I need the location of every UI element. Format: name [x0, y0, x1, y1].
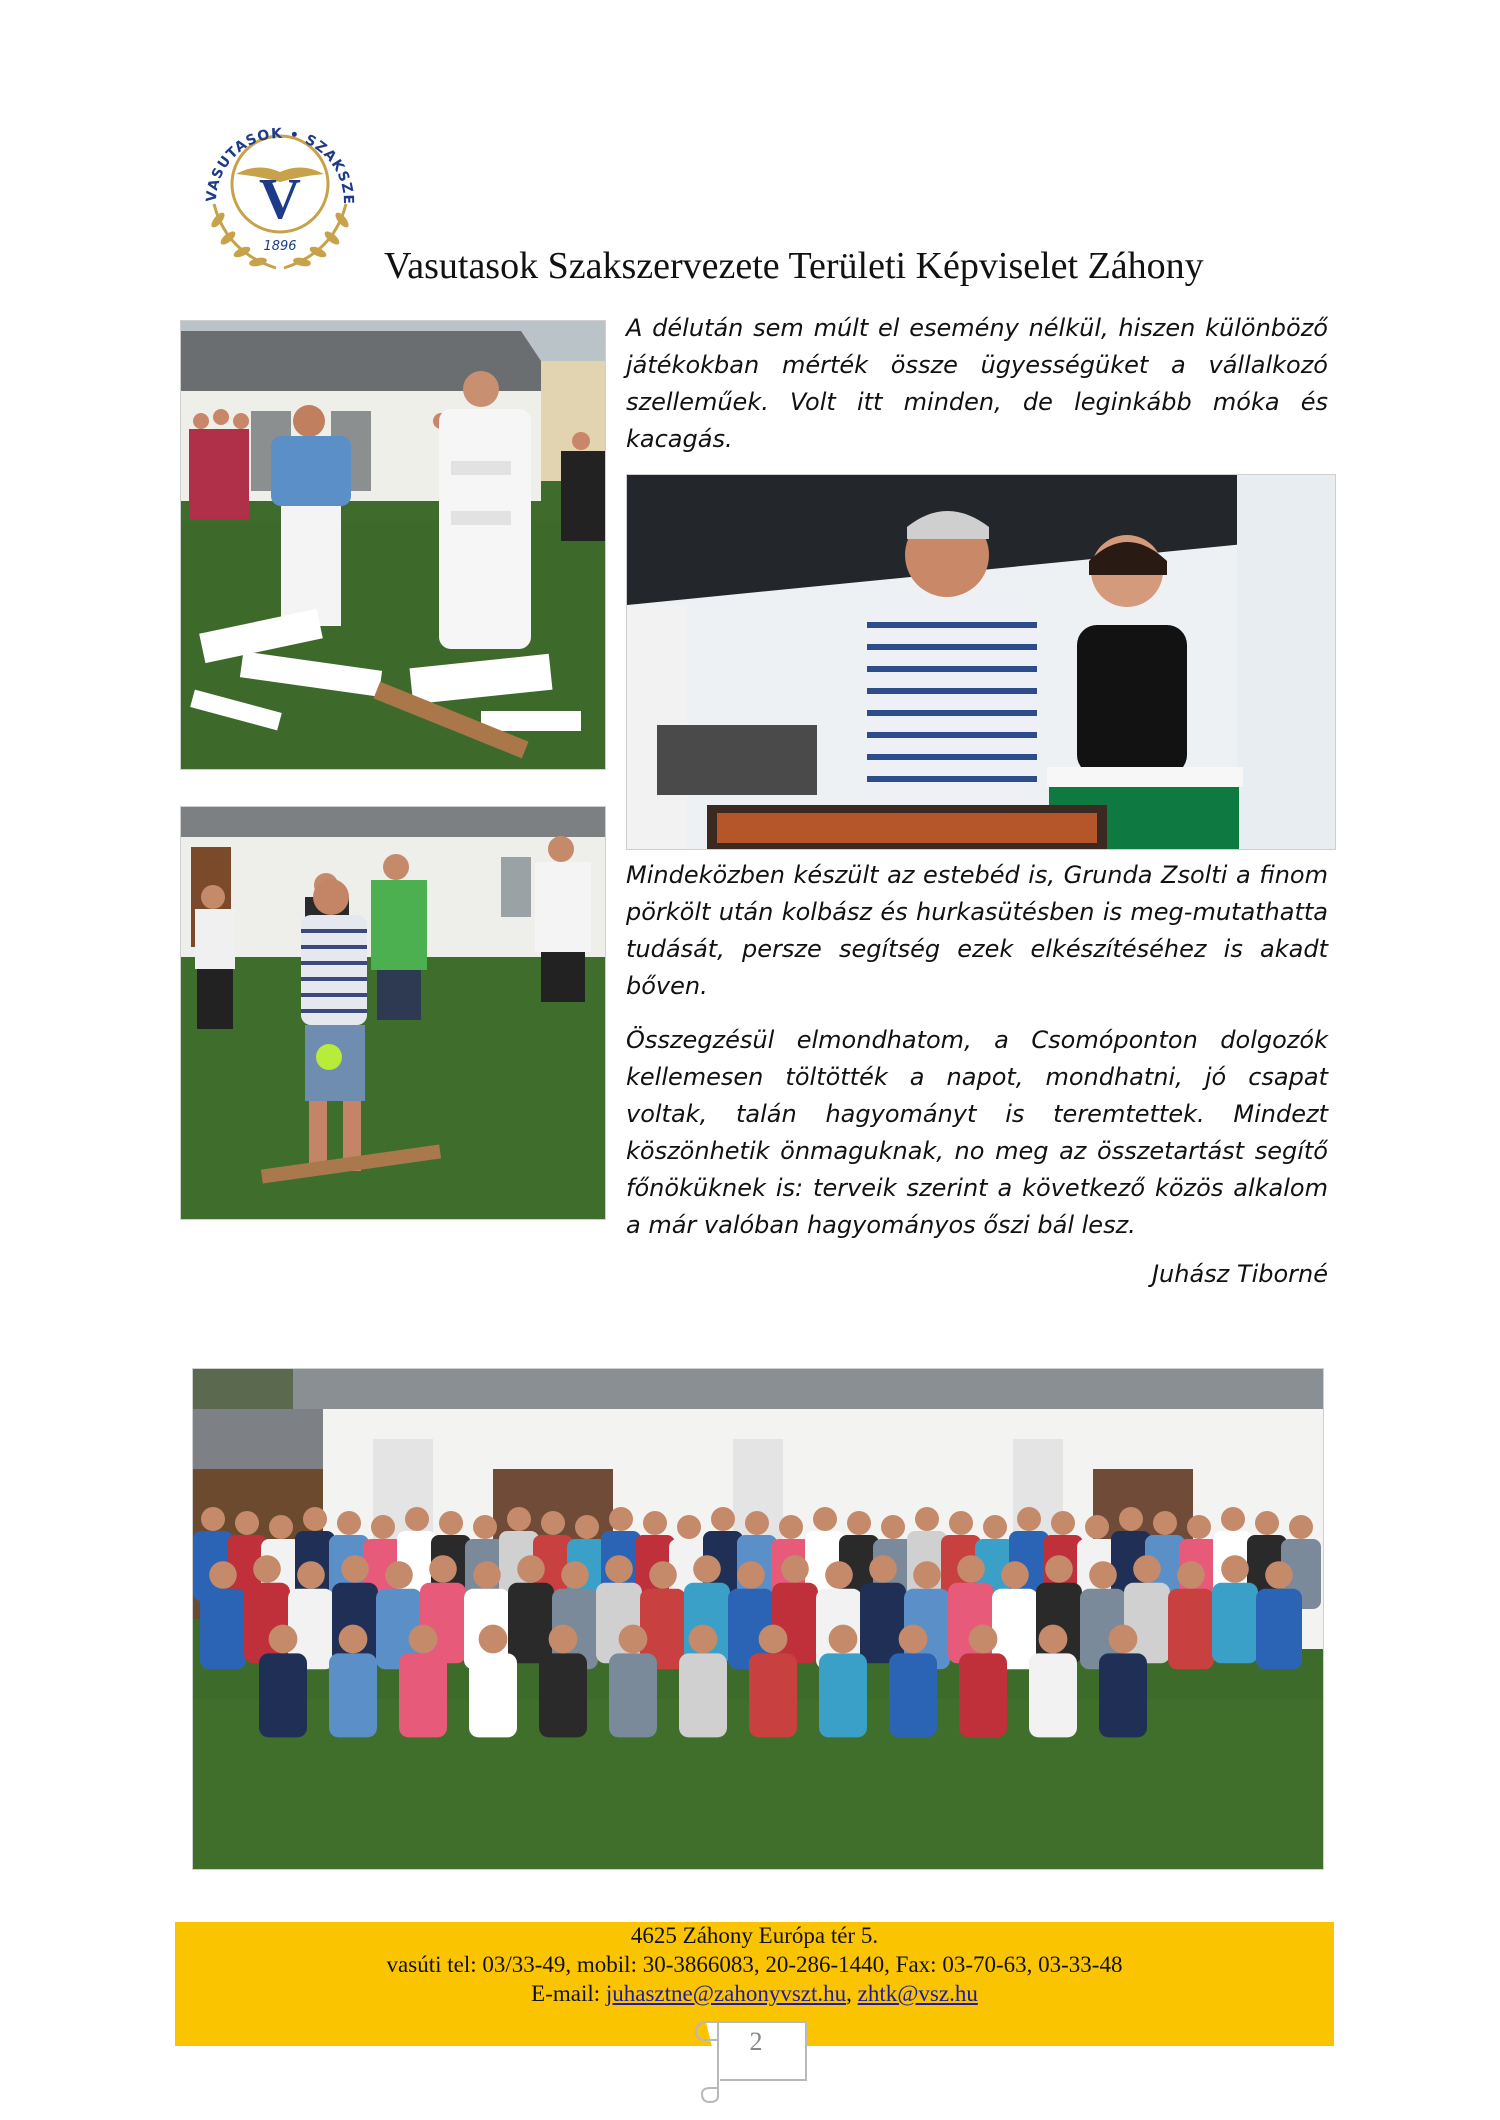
footer-email-separator: , [846, 1981, 858, 2006]
footer-email-label: E-mail: [531, 1981, 606, 2006]
photo-cooking-pair [626, 474, 1336, 850]
footer-phones: vasúti tel: 03/33-49, mobil: 30-3866083, 20-286-1440, Fax: 03-70-63, 03-33-48 [386, 1952, 1123, 1977]
page-heading: Vasutasok Szakszervezete Területi Képviselet Záhony [384, 245, 1204, 287]
article-paragraph-3: Összegzésül elmondhatom, a Csomóponton dolgozók kellemesen töltötték a napot, mondhatni, jó csapat voltak, talán hagyományt is teremtettek. Mindezt köszönhetik önmaguknak, no meg az összetartást segítő főnöküknek is: terveik szerint a következő közös alkalom a már valóban hagyományos őszi bál lesz. [626, 1026, 1328, 1239]
photo-toilet-paper-game [180, 320, 606, 770]
photo-ball-throwing-game [180, 806, 606, 1220]
logo-letter: V [259, 166, 301, 231]
footer-address: 4625 Záhony Európa tér 5. [630, 1923, 879, 1948]
article-paragraph-2: Mindeközben készült az estebéd is, Grunda Zsolti a finom pörkölt után kolbász és hurkasütésben is meg-mutathatta tudását, persze segítség ezek elkészítéséhez is akadt bőven. [626, 861, 1328, 1000]
email-link-1[interactable]: juhasztne@zahonyvszt.hu [605, 1981, 847, 2006]
logo-ring-text: VASUTASOK • SZAKSZE [203, 125, 357, 206]
article-paragraph-1: A délután sem múlt el esemény nélkül, hiszen különböző játékokban mérték össze ügyességüket a vállalkozó szelleműek. Volt itt minden, de leginkább móka és kacagás. [626, 314, 1328, 453]
footer-email-line [175, 1981, 1334, 2007]
page-number: 2 [749, 2027, 763, 2056]
email-link-2[interactable]: zhtk@vsz.hu [857, 1981, 978, 2006]
union-logo [186, 92, 374, 280]
logo-year: 1896 [263, 239, 297, 254]
article-author: Juhász Tiborné [1151, 1260, 1328, 1288]
photo-group [192, 1368, 1324, 1870]
